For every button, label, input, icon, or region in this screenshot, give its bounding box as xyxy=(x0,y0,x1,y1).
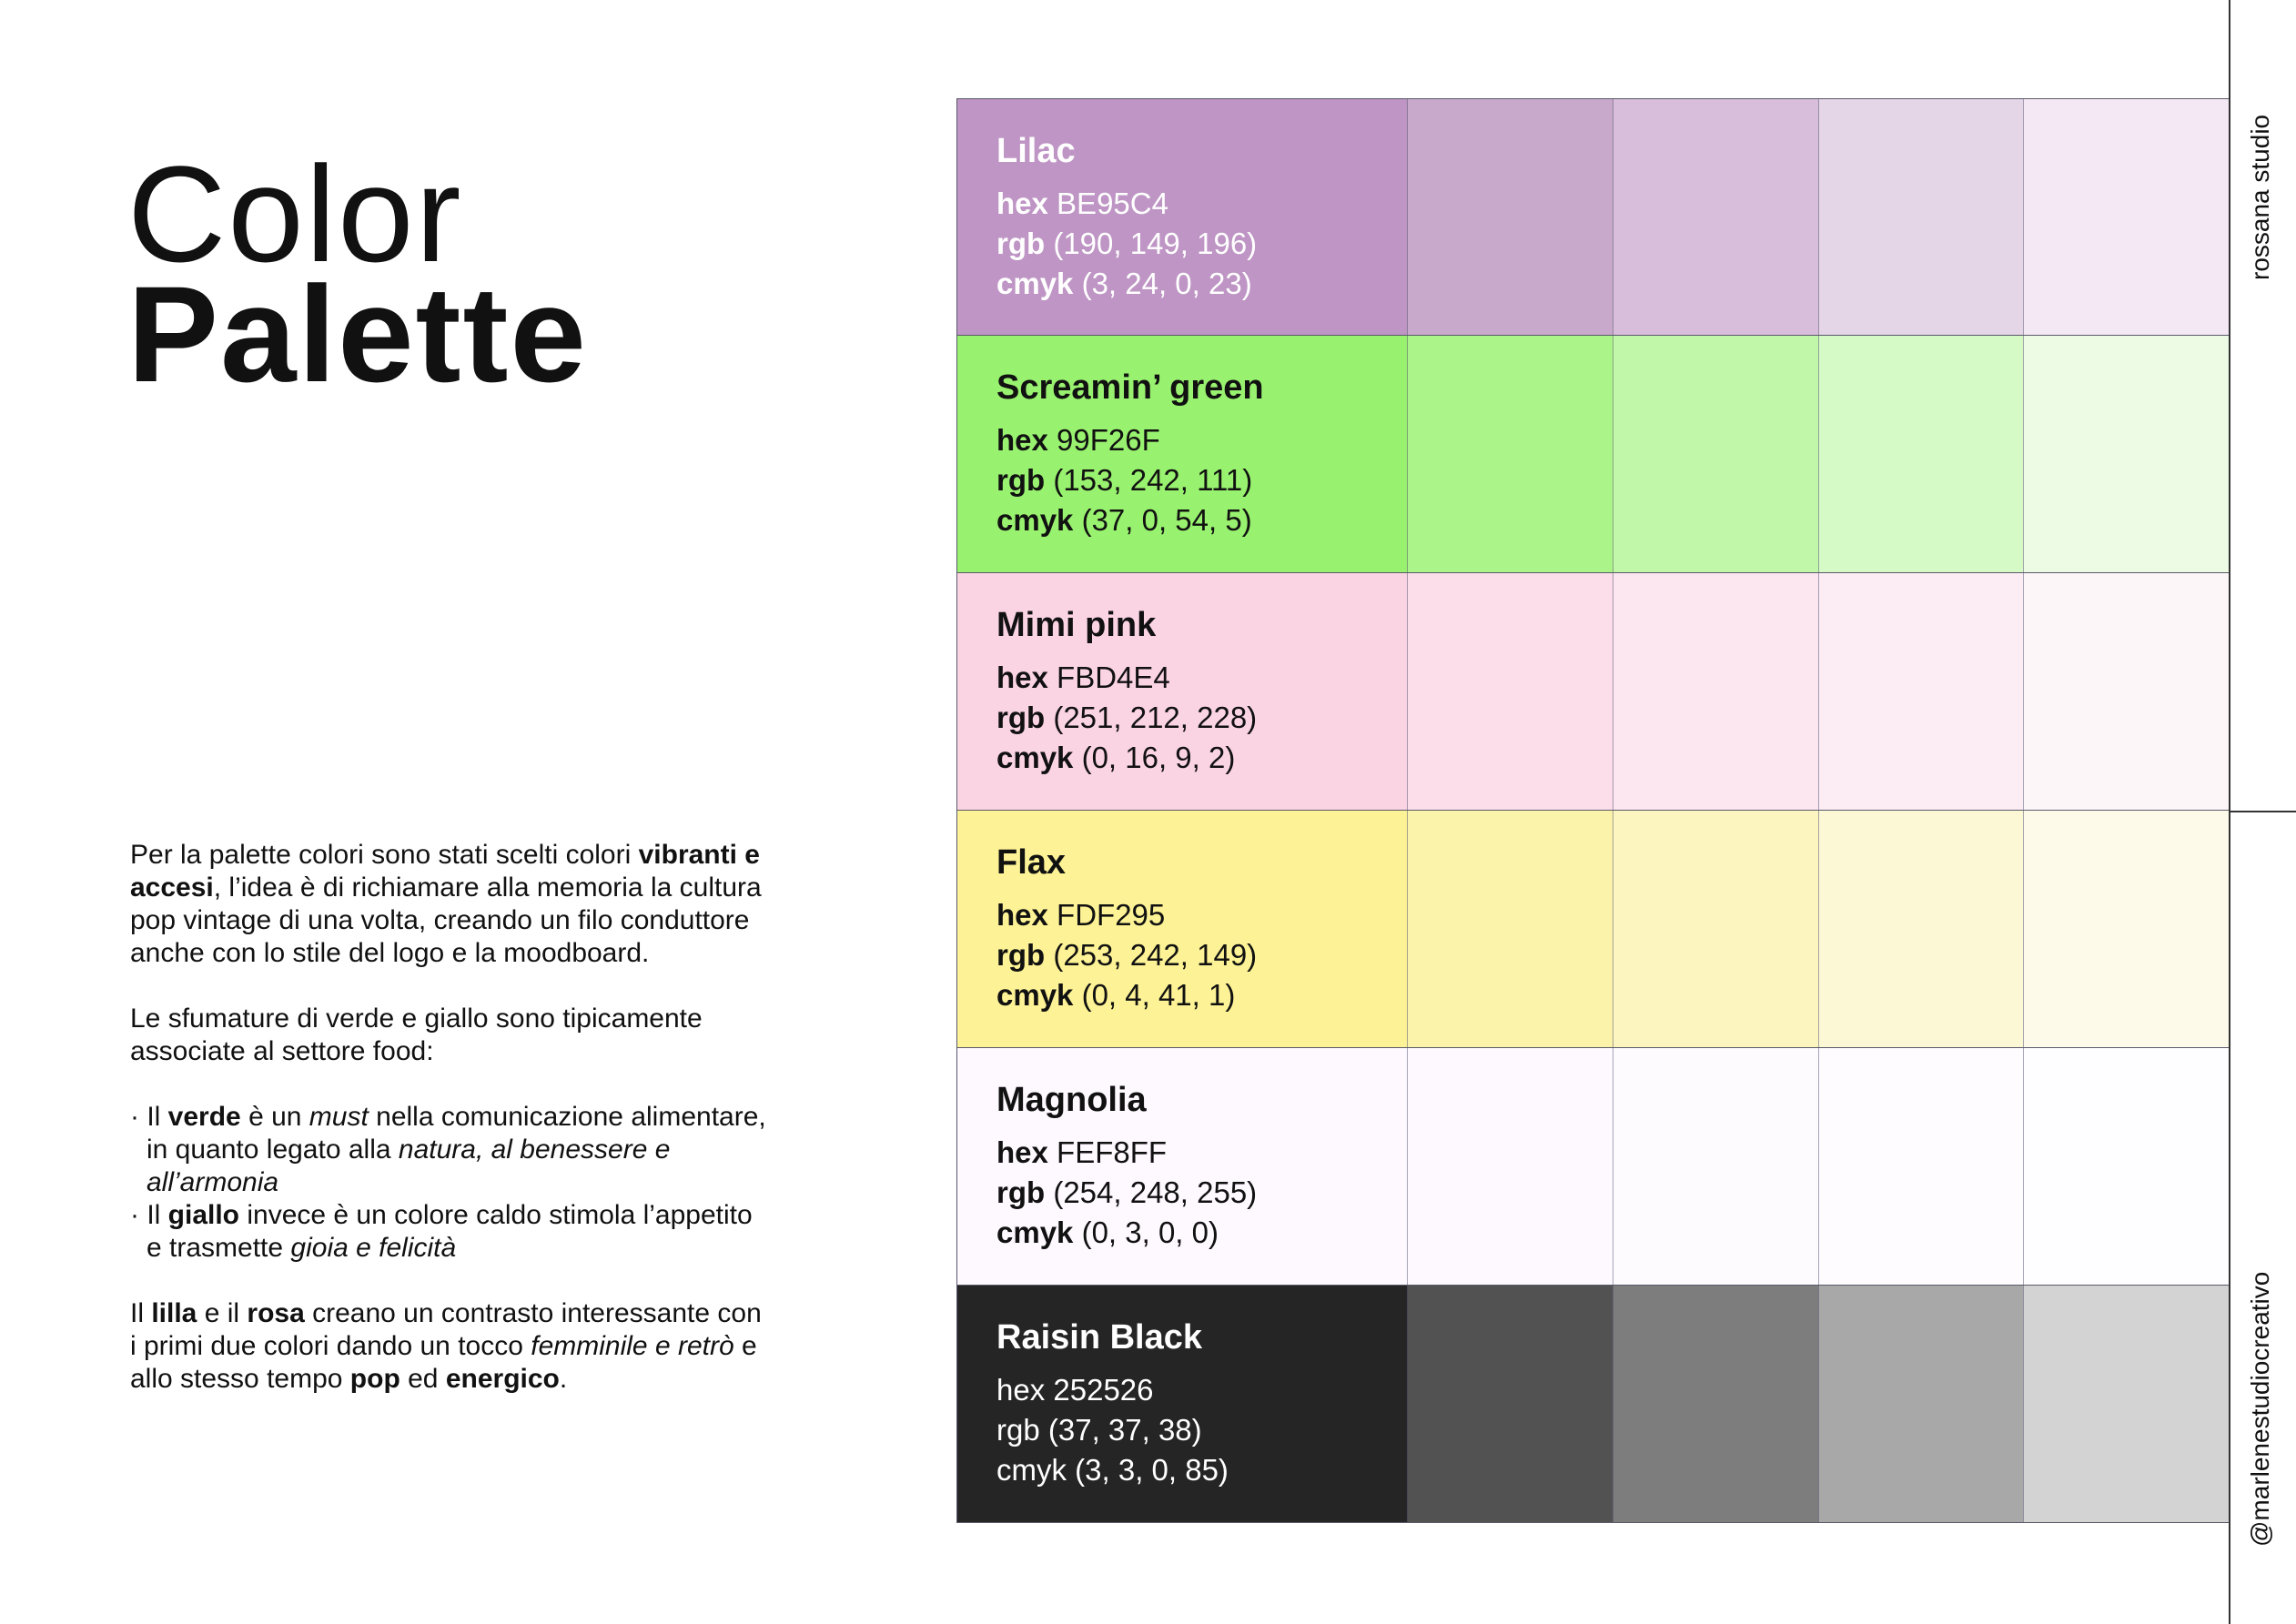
color-row xyxy=(956,811,2229,1048)
color-name: Magnolia xyxy=(996,1081,1147,1119)
value-rgb: (153, 242, 111) xyxy=(1053,463,1253,497)
label-cmyk: cmyk xyxy=(996,978,1074,1012)
text-segment: Le sfumature di verde e giallo sono tipicamente associate al settore food: xyxy=(130,1004,703,1066)
color-tint-swatch xyxy=(1407,1286,1613,1522)
text-segment: . xyxy=(559,1364,568,1394)
text-segment: lilla xyxy=(151,1298,197,1328)
color-tint-swatch xyxy=(1818,99,2024,335)
text-segment: ed xyxy=(400,1364,446,1394)
bullet-item xyxy=(130,1101,767,1199)
text-segment: vibranti e accesi xyxy=(130,840,760,903)
color-tint-swatch xyxy=(1818,811,2024,1047)
color-cmyk xyxy=(996,975,1407,1015)
color-tint-swatch xyxy=(1613,811,1818,1047)
value-cmyk: (3, 3, 0, 85) xyxy=(1075,1453,1229,1487)
value-hex: 99F26F xyxy=(1057,423,1160,457)
color-hex xyxy=(996,658,1407,698)
color-row xyxy=(956,336,2229,573)
value-hex: 252526 xyxy=(1053,1373,1154,1407)
color-swatch-main xyxy=(956,573,1407,810)
value-cmyk: (0, 16, 9, 2) xyxy=(1081,741,1236,774)
color-tint-swatch xyxy=(1613,99,1818,335)
label-rgb: rgb xyxy=(996,227,1046,260)
label-rgb: rgb xyxy=(996,1175,1046,1209)
value-hex: FBD4E4 xyxy=(1057,661,1170,694)
color-tint-swatch xyxy=(1818,336,2024,572)
value-rgb: (254, 248, 255) xyxy=(1053,1175,1258,1209)
color-cmyk xyxy=(996,500,1407,540)
label-cmyk: cmyk xyxy=(996,1453,1067,1487)
text-segment: pop xyxy=(349,1364,400,1394)
color-swatch-main xyxy=(956,1048,1407,1285)
text-segment: nella comunicazione alimentare, in quanto legato alla xyxy=(147,1102,766,1165)
color-hex xyxy=(996,420,1407,460)
label-cmyk: cmyk xyxy=(996,267,1074,300)
label-hex: hex xyxy=(996,1135,1048,1169)
color-cmyk xyxy=(996,264,1407,304)
paragraph xyxy=(130,1003,767,1068)
title-line-1: Color xyxy=(127,137,463,290)
color-row xyxy=(956,1048,2229,1286)
text-segment: · Il xyxy=(130,1102,168,1132)
text-segment: invece è un colore caldo stimola l’appetito e trasmette xyxy=(147,1200,753,1263)
text-segment: giallo xyxy=(167,1200,240,1230)
bullet-list xyxy=(130,1101,767,1265)
text-segment: Il xyxy=(130,1298,152,1328)
divider-tick xyxy=(2229,811,2296,812)
color-swatch-main xyxy=(956,336,1407,572)
text-segment: , l’idea è di richiamare alla memoria la cultura pop vintage di una volta, creando un filo conduttore anche con lo stile del logo e la moodboard. xyxy=(130,873,762,968)
text-segment: creano un contrasto interessante con i primi due colori dando un tocco xyxy=(130,1298,762,1361)
value-hex: BE95C4 xyxy=(1057,187,1168,220)
label-cmyk: cmyk xyxy=(996,741,1074,774)
color-swatch-main xyxy=(956,1286,1407,1522)
text-segment: femminile e retrò xyxy=(531,1331,734,1361)
text-segment: energico xyxy=(445,1364,560,1394)
color-tint-swatch xyxy=(1407,336,1613,572)
color-tint-swatch xyxy=(1407,99,1613,335)
color-tint-swatch xyxy=(1407,573,1613,810)
color-tint-swatch xyxy=(2023,1286,2229,1522)
text-segment: natura, al benessere e all’armonia xyxy=(147,1135,671,1197)
color-hex xyxy=(996,184,1407,224)
color-tint-swatch xyxy=(2023,1048,2229,1285)
color-tint-swatch xyxy=(1613,573,1818,810)
value-rgb: (37, 37, 38) xyxy=(1047,1413,1202,1447)
color-row xyxy=(956,1286,2229,1523)
color-tint-swatch xyxy=(2023,336,2229,572)
paragraph xyxy=(130,1297,767,1396)
color-name: Raisin Black xyxy=(996,1318,1202,1357)
description xyxy=(130,839,767,1428)
value-rgb: (251, 212, 228) xyxy=(1053,701,1258,734)
color-rgb xyxy=(996,460,1407,500)
paragraph xyxy=(130,839,767,970)
color-rgb xyxy=(996,224,1407,264)
color-tint-swatch xyxy=(2023,811,2229,1047)
color-tint-swatch xyxy=(2023,573,2229,810)
page-title xyxy=(127,137,588,410)
value-cmyk: (0, 4, 41, 1) xyxy=(1081,978,1236,1012)
value-hex: FDF295 xyxy=(1057,898,1166,932)
text-segment: e il xyxy=(197,1298,248,1328)
color-tint-swatch xyxy=(1818,573,2024,810)
color-rgb xyxy=(996,1410,1407,1450)
text-segment: verde xyxy=(167,1102,241,1132)
text-segment: e allo stesso tempo xyxy=(130,1331,757,1394)
label-rgb: rgb xyxy=(996,701,1046,734)
color-name: Mimi pink xyxy=(996,606,1157,644)
color-tint-swatch xyxy=(1818,1286,2024,1522)
color-hex xyxy=(996,1370,1407,1410)
value-cmyk: (0, 3, 0, 0) xyxy=(1081,1215,1219,1249)
color-rgb xyxy=(996,935,1407,975)
color-tint-swatch xyxy=(1407,811,1613,1047)
label-hex: hex xyxy=(996,1373,1046,1407)
color-rgb xyxy=(996,698,1407,738)
value-cmyk: (3, 24, 0, 23) xyxy=(1081,267,1252,300)
color-swatch-main xyxy=(956,811,1407,1047)
color-tint-swatch xyxy=(1613,1286,1818,1522)
label-hex: hex xyxy=(996,898,1048,932)
color-hex xyxy=(996,1133,1407,1173)
text-segment: gioia e felicità xyxy=(290,1233,457,1263)
color-cmyk xyxy=(996,1450,1407,1490)
color-cmyk xyxy=(996,1213,1407,1253)
value-hex: FEF8FF xyxy=(1057,1135,1168,1169)
text-segment: è un xyxy=(240,1102,309,1132)
color-tint-swatch xyxy=(1818,1048,2024,1285)
label-rgb: rgb xyxy=(996,463,1046,497)
color-swatch-main xyxy=(956,99,1407,335)
label-hex: hex xyxy=(996,661,1048,694)
label-cmyk: cmyk xyxy=(996,503,1074,537)
color-hex xyxy=(996,895,1407,935)
label-rgb: rgb xyxy=(996,1413,1040,1447)
color-name: Lilac xyxy=(996,132,1076,170)
label-rgb: rgb xyxy=(996,938,1046,972)
label-hex: hex xyxy=(996,187,1048,220)
color-name: Flax xyxy=(996,843,1067,882)
color-tint-swatch xyxy=(1407,1048,1613,1285)
label-hex: hex xyxy=(996,423,1048,457)
color-row xyxy=(956,573,2229,811)
color-name: Screamin’ green xyxy=(996,368,1264,407)
color-tint-swatch xyxy=(2023,99,2229,335)
title-line-2: Palette xyxy=(127,257,588,410)
color-cmyk xyxy=(996,738,1407,778)
value-rgb: (253, 242, 149) xyxy=(1053,938,1258,972)
color-row xyxy=(956,98,2229,336)
text-segment: Per la palette colori sono stati scelti colori xyxy=(130,840,639,870)
value-rgb: (190, 149, 196) xyxy=(1053,227,1258,260)
social-handle: @marlenestudiocreativo xyxy=(2246,1271,2274,1547)
value-cmyk: (37, 0, 54, 5) xyxy=(1081,503,1252,537)
studio-name: rossana studio xyxy=(2246,114,2274,280)
color-tint-swatch xyxy=(1613,336,1818,572)
text-segment: must xyxy=(308,1102,369,1132)
text-segment: · Il xyxy=(130,1200,168,1230)
label-cmyk: cmyk xyxy=(996,1215,1074,1249)
text-segment: rosa xyxy=(247,1298,305,1328)
bullet-item xyxy=(130,1199,767,1265)
color-palette-grid xyxy=(956,98,2229,1523)
color-rgb xyxy=(996,1173,1407,1213)
color-tint-swatch xyxy=(1613,1048,1818,1285)
